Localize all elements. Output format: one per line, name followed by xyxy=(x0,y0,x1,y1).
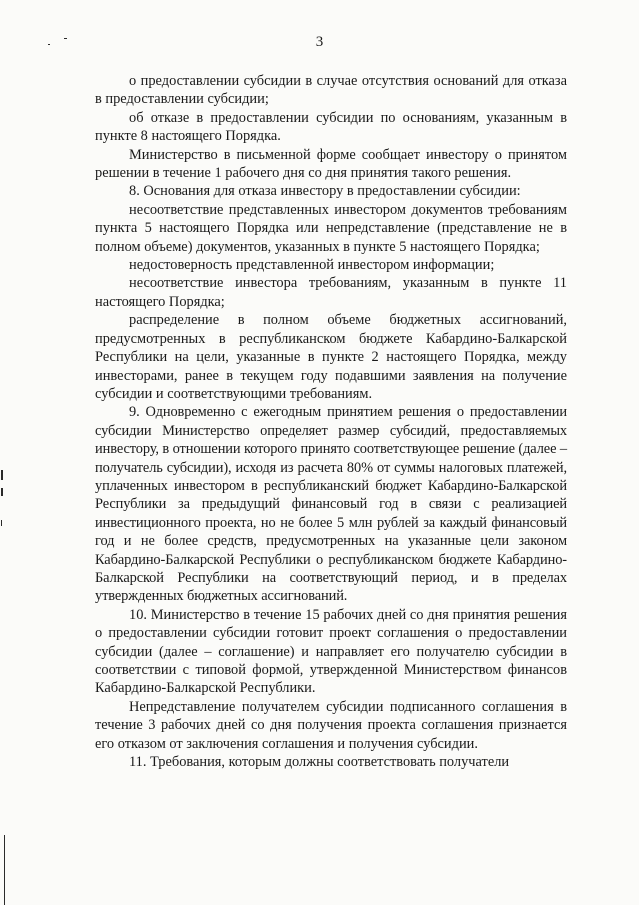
paragraph: 11. Требования, которым должны соответствовать получатели xyxy=(129,754,510,771)
paragraph: 9. Одновременно с ежегодным принятием решения о предоставлении субсидии Министерство определяет размер субсидий, предоставляемых инвестору, в отношении которого принято соответствующее решение (далее – получатель субсидии), исходя из расчета 80% от суммы налоговых платежей, уплаченных инвестором в республиканский бюджет Кабардино-Балкарской Республики за предыдущий финансовый год в связи с реализацией инвестиционного проекта, но не более 5 млн рублей за каждый финансовый год и не более средств, предусмотренных на указанные цели законом Кабардино-Балкарской Республики о республиканском бюджете Кабардино-Балкарской Республики на соответствующий период, и в пределах утвержденных бюджетных ассигнований. xyxy=(95,404,567,605)
paragraph: о предоставлении субсидии в случае отсутствия оснований для отказа в предоставлении субсидии; xyxy=(95,73,567,108)
paragraph: недостоверность представленной инвестором информации; xyxy=(129,257,495,274)
scan-artifact xyxy=(1,470,3,480)
paragraph: об отказе в предоставлении субсидии по основаниям, указанным в пункте 8 настоящего Порядка. xyxy=(95,109,567,145)
paragraph: Министерство в письменной форме сообщает инвестору о принятом решении в течение 1 рабочего дня со дня принятия такого решения. xyxy=(95,146,567,182)
page-body xyxy=(95,72,567,771)
paragraph: распределение в полном объеме бюджетных ассигнований, предусмотренных в республиканском бюджете Кабардино-Балкарской Республики на цели, указанные в пункте 2 настоящего Порядка, между инвесторами, ранее в текущем году подавшими заявления на получение субсидии и соответствующими требованиям. xyxy=(95,312,567,402)
scan-artifact xyxy=(1,520,2,526)
scan-artifact xyxy=(4,835,5,905)
page-number: 3 xyxy=(315,34,324,50)
paragraph: несоответствие инвестора требованиям, указанным в пункте 11 настоящего Порядка; xyxy=(95,275,567,310)
scan-artifact xyxy=(48,44,50,45)
scan-artifact xyxy=(1,488,3,496)
paragraph: 10. Министерство в течение 15 рабочих дней со дня принятия решения о предоставлении субсидии готовит проект соглашения о предоставлении субсидии (далее – соглашение) и направляет его получателю субсидии в соответствии с типовой формой, утвержденной Министерством финансов Кабардино-Балкарской Республики. xyxy=(95,606,567,697)
paragraph: 8. Основания для отказа инвестору в предоставлении субсидии: xyxy=(129,183,521,200)
scan-artifact xyxy=(64,38,67,39)
paragraph: Непредставление получателем субсидии подписанного соглашения в течение 3 рабочих дней со дня получения проекта соглашения признается его отказом от заключения соглашения и получения субсидии. xyxy=(95,698,567,752)
paragraph: несоответствие представленных инвестором документов требованиям пункта 5 настоящего Порядка или непредставление (представление не в полном объеме) документов, указанных в пункте 5 настоящего Порядка; xyxy=(95,201,567,255)
